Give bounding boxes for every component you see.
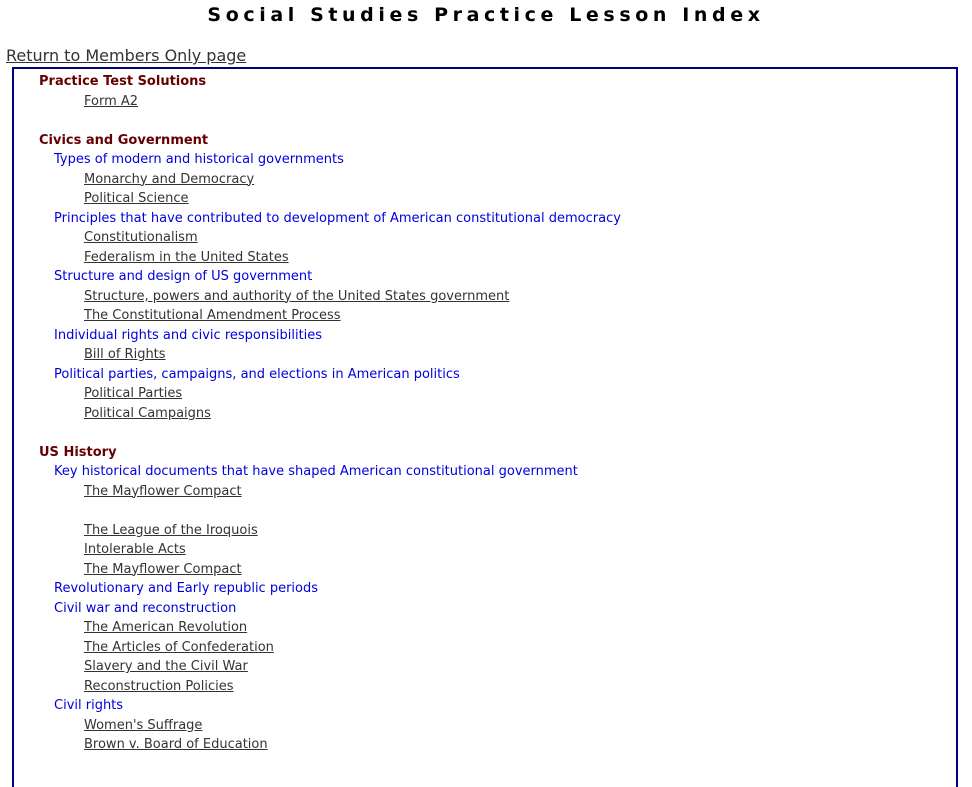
lesson-item bbox=[39, 618, 621, 638]
section-heading-us-history: US History bbox=[39, 444, 117, 460]
section-heading-practice: Practice Test Solutions bbox=[39, 74, 207, 89]
lesson-link[interactable]: Constitutionalism bbox=[84, 230, 198, 245]
lesson-item bbox=[39, 540, 621, 560]
lesson-item bbox=[39, 521, 621, 541]
lesson-item bbox=[39, 560, 621, 580]
lesson-item bbox=[39, 677, 621, 697]
lesson-link[interactable]: Slavery and the Civil War bbox=[84, 659, 248, 674]
lesson-link[interactable]: Monarchy and Democracy bbox=[84, 171, 255, 187]
topic-link[interactable]: Political parties, campaigns, and elections in American politics bbox=[54, 366, 460, 382]
lesson-link[interactable]: The Constitutional Amendment Process bbox=[84, 308, 341, 323]
spacer bbox=[39, 111, 621, 131]
lesson-link-form-a2[interactable]: Form A2 bbox=[84, 93, 139, 109]
lesson-link[interactable]: Women's Suffrage bbox=[84, 717, 203, 733]
lesson-item bbox=[39, 657, 621, 677]
topic-link[interactable]: Civil rights bbox=[54, 698, 124, 713]
return-to-members-link[interactable]: Return to Members Only page bbox=[6, 46, 247, 65]
lesson-item bbox=[39, 384, 621, 404]
topic-link[interactable]: Individual rights and civic responsibilities bbox=[54, 327, 323, 343]
lesson-item bbox=[39, 345, 621, 365]
lesson-link[interactable]: Brown v. Board of Education bbox=[84, 737, 268, 752]
lesson-link[interactable]: Bill of Rights bbox=[84, 347, 166, 362]
topic-link[interactable]: Principles that have contributed to development of American constitutional democracy bbox=[54, 210, 621, 226]
lesson-link[interactable]: Structure, powers and authority of the United States government bbox=[84, 288, 510, 304]
lesson-link[interactable]: The Mayflower Compact bbox=[84, 483, 242, 499]
lesson-link[interactable]: Reconstruction Policies bbox=[84, 678, 234, 694]
lesson-index-list bbox=[39, 72, 621, 755]
lesson-item bbox=[39, 228, 621, 248]
page-title: Social Studies Practice Lesson Index bbox=[207, 4, 765, 26]
lesson-item bbox=[39, 189, 621, 209]
lesson-link[interactable]: Political Parties bbox=[84, 386, 183, 401]
lesson-item bbox=[39, 735, 621, 755]
spacer bbox=[39, 501, 621, 521]
topic-link[interactable]: Types of modern and historical governments bbox=[54, 152, 344, 167]
spacer bbox=[39, 423, 621, 443]
lesson-link[interactable]: Political Campaigns bbox=[84, 405, 211, 421]
lesson-index-panel bbox=[12, 67, 958, 787]
lesson-link[interactable]: The Articles of Confederation bbox=[84, 639, 274, 655]
lesson-item bbox=[39, 287, 621, 307]
lesson-link[interactable]: The League of the Iroquois bbox=[84, 522, 258, 538]
topic-link[interactable]: Revolutionary and Early republic periods bbox=[54, 581, 319, 596]
lesson-item bbox=[39, 482, 621, 502]
lesson-item bbox=[39, 638, 621, 658]
lesson-item bbox=[39, 248, 621, 268]
topic-link[interactable]: Structure and design of US government bbox=[54, 269, 313, 284]
lesson-item bbox=[39, 92, 621, 112]
lesson-link[interactable]: The American Revolution bbox=[84, 620, 248, 635]
lesson-link[interactable]: Intolerable Acts bbox=[84, 542, 186, 557]
topic-link[interactable]: Civil war and reconstruction bbox=[54, 600, 237, 616]
topic-link[interactable]: Key historical documents that have shaped American constitutional government bbox=[54, 464, 578, 479]
lesson-link[interactable]: The Mayflower Compact bbox=[84, 561, 242, 577]
section-heading-civics: Civics and Government bbox=[39, 132, 209, 148]
lesson-item bbox=[39, 170, 621, 190]
lesson-item bbox=[39, 716, 621, 736]
lesson-link[interactable]: Political Science bbox=[84, 191, 189, 206]
lesson-item bbox=[39, 306, 621, 326]
lesson-link[interactable]: Federalism in the United States bbox=[84, 249, 289, 265]
lesson-item bbox=[39, 404, 621, 424]
